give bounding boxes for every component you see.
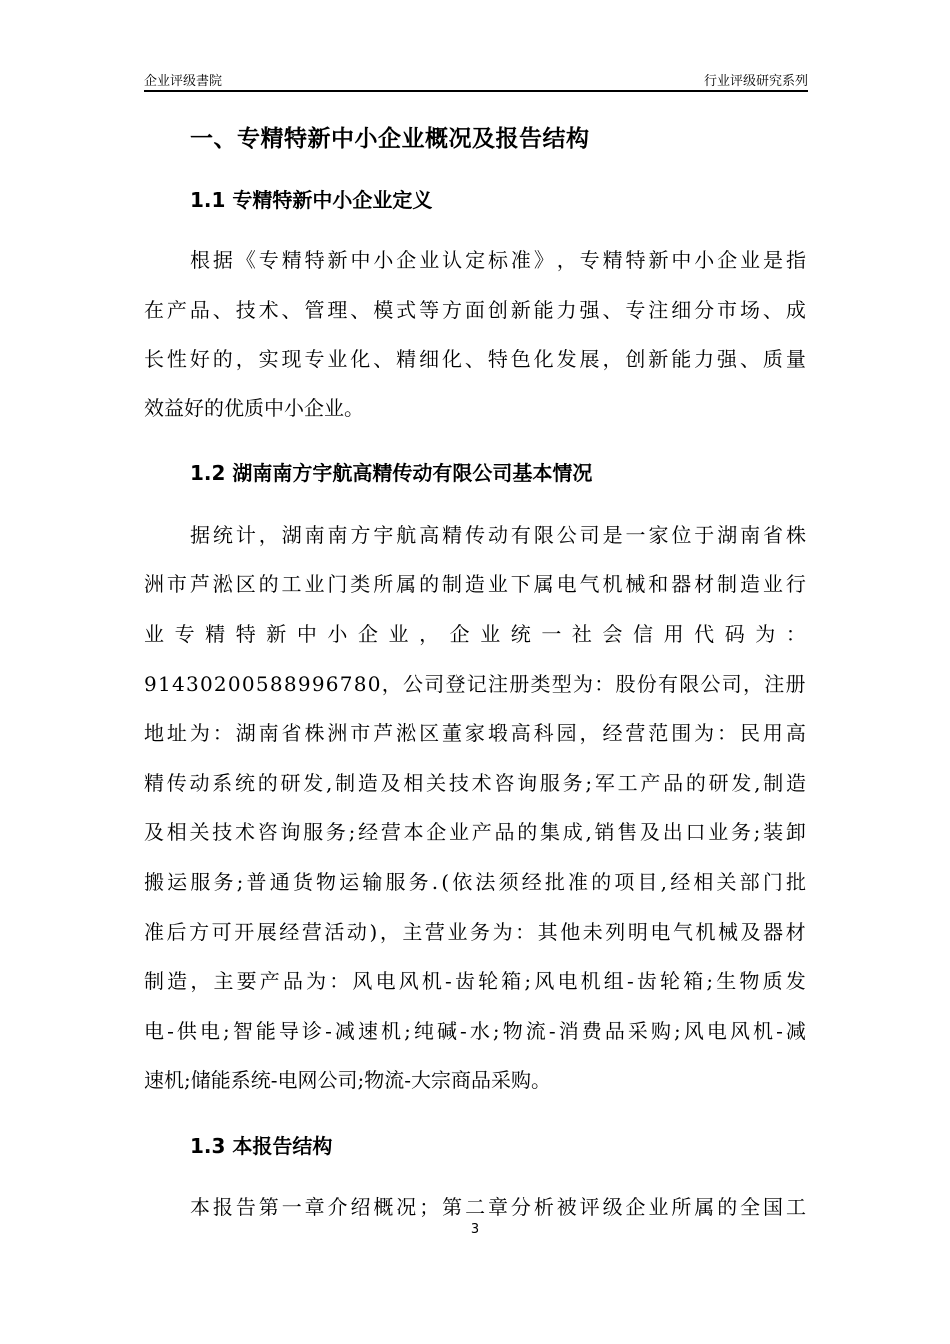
section-heading-1-2: 1.2 湖南南方宇航高精传动有限公司基本情况 [190, 461, 593, 485]
paragraph-line: 搬 运 服 务 ; 普 通 货 物 运 输 服 务 . ( 依 法 须 经 批 准 的 项 目 , 经 相 关 部 门 批 [144, 870, 806, 894]
page-header [144, 68, 808, 92]
section-heading-1-3: 1.3 本报告结构 [190, 1134, 333, 1158]
paragraph-line: 在 产 品 、 技 术 、 管 理 、 模 式 等 方 面 创 新 能 力 强 、 专 注 细 分 市 场 、 成 [144, 298, 806, 322]
paragraph-line: 洲 市 芦 淞 区 的 工 业 门 类 所 属 的 制 造 业 下 属 电 气 机 械 和 器 材 制 造 业 行 [144, 572, 806, 596]
paragraph-line: 业 专 精 特 新 中 小 企 业 ， 企 业 统 一 社 会 信 用 代 码 为 ： [144, 622, 806, 646]
paragraph-line: 地 址 为 ： 湖 南 省 株 洲 市 芦 淞 区 董 家 塅 高 科 园 ， 经 营 范 围 为 ： 民 用 高 [144, 721, 806, 745]
paragraph-line: 据 统 计 ， 湖 南 南 方 宇 航 高 精 传 动 有 限 公 司 是 一 家 位 于 湖 南 省 株 [190, 523, 806, 547]
paragraph-line: 及 相 关 技 术 咨 询 服 务 ; 经 营 本 企 业 产 品 的 集 成 , 销 售 及 出 口 业 务 ; 装 卸 [144, 820, 806, 844]
section-heading-1-1: 1.1 专精特新中小企业定义 [190, 188, 433, 212]
paragraph-line: 9 1 4 3 0 2 0 0 5 8 8 9 9 6 7 8 0 ， 公 司 登 记 注 册 类 型 为 ： 股 份 有 限 公 司 ， 注 册 [144, 672, 806, 696]
paragraph-line: 电 - 供 电 ; 智 能 导 诊 - 减 速 机 ; 纯 碱 - 水 ; 物 流 - 消 费 品 采 购 ; 风 电 风 机 - 减 [144, 1019, 806, 1043]
header-left-text: 企业评级書院 [144, 74, 223, 89]
page-number: 3 [470, 1222, 480, 1237]
paragraph-line: 速机;储能系统-电网公司;物流-大宗商品采购。 [144, 1068, 551, 1092]
paragraph-line: 长 性 好 的 ， 实 现 专 业 化 、 精 细 化 、 特 色 化 发 展 ， 创 新 能 力 强 、 质 量 [144, 347, 806, 371]
header-right-text: 行业评级研究系列 [703, 74, 808, 89]
paragraph-line: 根 据 《 专 精 特 新 中 小 企 业 认 定 标 准 》 ， 专 精 特 新 中 小 企 业 是 指 [190, 248, 806, 272]
paragraph-line: 准 后 方 可 开 展 经 营 活 动 ) ， 主 营 业 务 为 ： 其 他 未 列 明 电 气 机 械 及 器 材 [144, 920, 806, 944]
paragraph-line: 制 造 ， 主 要 产 品 为 ： 风 电 风 机 - 齿 轮 箱 ; 风 电 机 组 - 齿 轮 箱 ; 生 物 质 发 [144, 969, 806, 993]
paragraph-line: 精 传 动 系 统 的 研 发 , 制 造 及 相 关 技 术 咨 询 服 务 ; 军 工 产 品 的 研 发 , 制 造 [144, 771, 806, 795]
paragraph-line: 效益好的优质中小企业。 [144, 396, 364, 420]
chapter-title: 一、专精特新中小企业概况及报告结构 [190, 126, 590, 152]
paragraph-line: 本 报 告 第 一 章 介 绍 概 况 ； 第 二 章 分 析 被 评 级 企 业 所 属 的 全 国 工 [190, 1195, 806, 1219]
